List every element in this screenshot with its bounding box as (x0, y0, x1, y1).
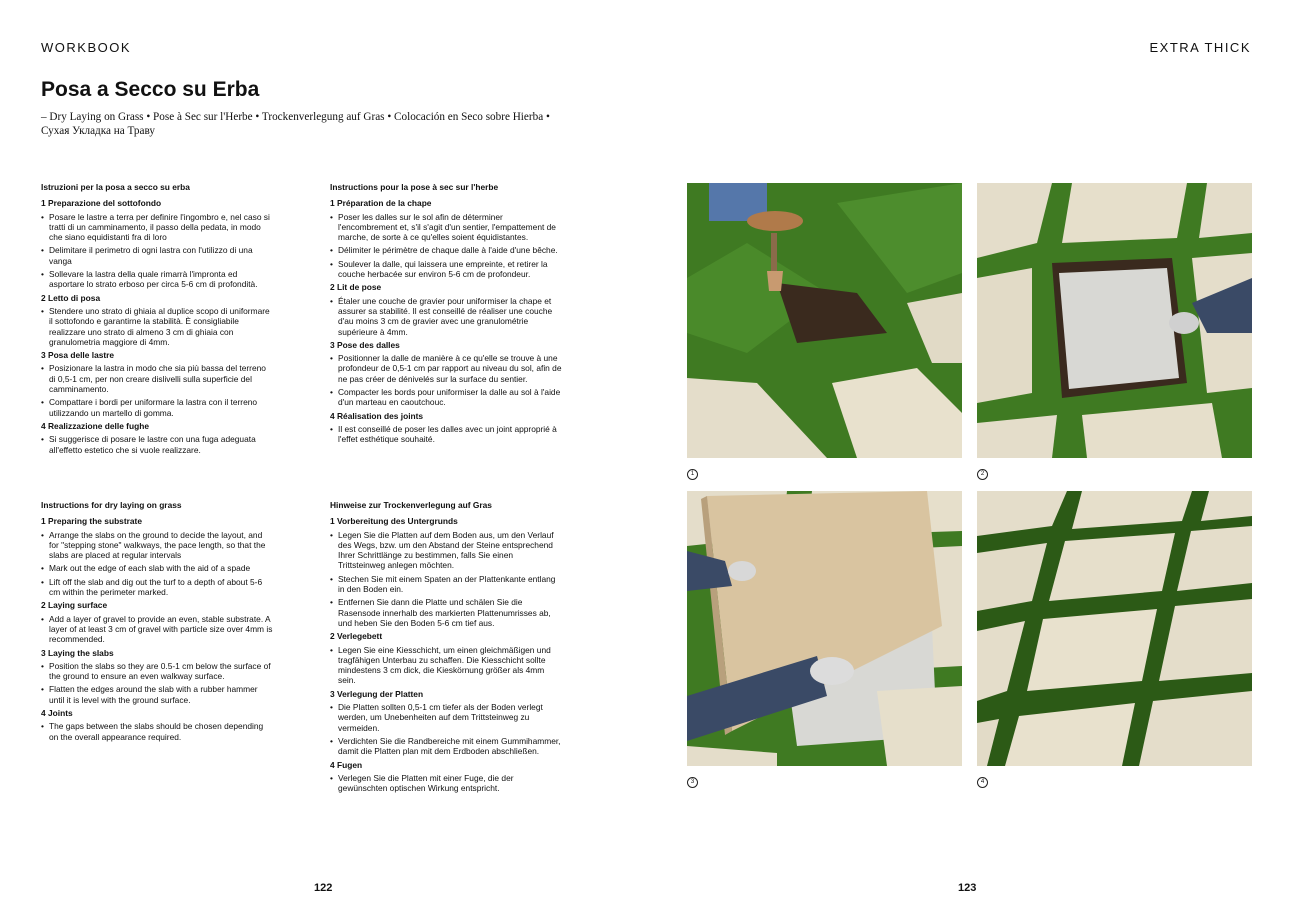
bullet: • Stendere uno strato di ghiaia al duplice scopo di uniformare il sottofondo e garantirne la stabilità. È consigliabile realizzare uno strato di almeno 3 cm di ghiaia con granulometria maggiore di 4mm. (41, 306, 273, 347)
bullet: • Lift off the slab and dig out the turf to a depth of about 5-6 cm within the perimeter marked. (41, 577, 273, 598)
section-de (330, 500, 562, 796)
photo-caption: 2 (977, 469, 988, 480)
photo-caption: 3 (687, 777, 698, 788)
bullet: • Étaler une couche de gravier pour uniformiser la chape et assurer sa stabilité. Il est conseillé de réaliser une couche d'au moins 3 cm de gravier avec une granulométrie supérieure à 4mm. (330, 296, 562, 337)
bullet: • Posare le lastre a terra per definire l'ingombro e, nel caso si tratti di un camminamento, il passo della pedata, in modo che siano equidistanti fra di loro (41, 212, 273, 243)
step-heading: 4 Realizzazione delle fughe (41, 420, 149, 431)
step-heading: 1 Preparazione del sottofondo (41, 198, 162, 209)
bullet: • Sollevare la lastra della quale rimarrà l'impronta ed asportare lo strato erboso per circa 5-6 cm di profondità. (41, 269, 273, 290)
photo-caption: 4 (977, 777, 988, 788)
header-workbook: WORKBOOK (41, 40, 132, 55)
bullet: • Mark out the edge of each slab with the aid of a spade (41, 563, 273, 573)
step-heading: 2 Verlegebett (330, 631, 383, 642)
bullet: • Il est conseillé de poser les dalles avec un joint approprié à l'effet esthétique souhaité. (330, 424, 562, 445)
step-heading: 3 Verlegung der Platten (330, 688, 424, 699)
page-title: Posa a Secco su Erba (41, 78, 260, 101)
bullet: • Verlegen Sie die Platten mit einer Fuge, die der gewünschten optischen Wirkung entspricht. (330, 773, 562, 794)
section-fr (330, 182, 562, 448)
step-heading: 4 Réalisation des joints (330, 410, 424, 421)
bullet: • Legen Sie eine Kiesschicht, um einen gleichmäßigen und tragfähigen Unterbau zu schaffen. Die Kiesschicht sollte mindestens 3 cm dick, die Kieskörnung größer als 4mm sein. (330, 645, 562, 686)
bullet: • Posizionare la lastra in modo che sia più bassa del terreno di 0,5-1 cm, per non creare dislivelli sulla superficie del camminamento. (41, 363, 273, 394)
step-heading: 4 Joints (41, 708, 73, 719)
section-title: Istruzioni per la posa a secco su erba (41, 182, 190, 192)
photo-caption: 1 (687, 469, 698, 480)
step-heading: 3 Posa delle lastre (41, 350, 115, 361)
page-number-right: 123 (958, 882, 977, 894)
step-heading: 2 Letto di posa (41, 292, 101, 303)
bullet: • Positionner la dalle de manière à ce qu'elle se trouve à une profondeur de 0,5-1 cm par rapport au niveau du sol, afin de ne pas créer de dénivelés sur la surface du sentier. (330, 353, 562, 384)
section-en (41, 500, 273, 745)
bullet: • Arrange the slabs on the ground to decide the layout, and for "stepping stone" walkways, the pace length, so that the slabs are placed at regular intervals (41, 530, 273, 561)
bullet: • Delimitare il perimetro di ogni lastra con l'utilizzo di una vanga (41, 245, 273, 266)
page-number-left: 122 (314, 882, 333, 894)
photo-step-2 (977, 183, 1252, 458)
bullet: • Entfernen Sie dann die Platte und schälen Sie die Rasensode innerhalb des markierten Plattenumrisses ab, und heben Sie den Boden 5-6 cm tief aus. (330, 597, 562, 628)
step-heading: 1 Preparing the substrate (41, 516, 142, 527)
section-title: Hinweise zur Trockenverlegung auf Gras (330, 500, 492, 510)
bullet: • Die Platten sollten 0,5-1 cm tiefer als der Boden verlegt werden, um Unebenheiten auf dem Trittsteinweg zu vermeiden. (330, 702, 562, 733)
bullet: • Poser les dalles sur le sol afin de déterminer l'encombrement et, s'il s'agit d'un sentier, l'empattement de marche, de sorte à ce qu'elles soient équidistantes. (330, 212, 562, 243)
bullet: • Compacter les bords pour uniformiser la dalle au sol à l'aide d'un marteau en caoutchouc. (330, 387, 562, 408)
step-heading: 1 Vorbereitung des Untergrunds (330, 516, 458, 527)
header-extra-thick: EXTRA THICK (1149, 40, 1251, 55)
photo-step-4 (977, 491, 1252, 766)
step-heading: 1 Préparation de la chape (330, 198, 432, 209)
section-title: Instructions pour la pose à sec sur l'herbe (330, 182, 499, 192)
bullet: • Add a layer of gravel to provide an even, stable substrate. A layer of at least 3 cm of gravel with particle size over 4mm is recommended. (41, 614, 273, 645)
photo-step-3 (687, 491, 962, 766)
bullet: • Délimiter le périmètre de chaque dalle à l'aide d'une bêche. (330, 245, 562, 255)
photo-step-1 (687, 183, 962, 458)
page-subtitle: – Dry Laying on Grass • Pose à Sec sur l'Herbe • Trockenverlegung auf Gras • Colocación en Seco sobre Hierba • Сухая Укладка на Траву (41, 111, 550, 137)
bullet: • Soulever la dalle, qui laissera une empreinte, et retirer la couche herbacée sur environ 5-6 cm de profondeur. (330, 259, 562, 280)
step-heading: 2 Laying surface (41, 600, 108, 611)
section-title: Instructions for dry laying on grass (41, 500, 182, 510)
bullet: • Compattare i bordi per uniformare la lastra con il terreno utilizzando un martello di gomma. (41, 397, 273, 418)
bullet: • Position the slabs so they are 0.5-1 cm below the surface of the ground to ensure an even walkway surface. (41, 661, 273, 682)
bullet: • Flatten the edges around the slab with a rubber hammer until it is level with the ground surface. (41, 684, 273, 705)
step-heading: 4 Fugen (330, 759, 363, 770)
bullet: • Stechen Sie mit einem Spaten an der Plattenkante entlang in den Boden ein. (330, 574, 562, 595)
step-heading: 3 Laying the slabs (41, 647, 114, 658)
bullet: • The gaps between the slabs should be chosen depending on the overall appearance required. (41, 721, 273, 742)
step-heading: 2 Lit de pose (330, 282, 382, 293)
section-it (41, 182, 273, 458)
bullet: • Legen Sie die Platten auf dem Boden aus, um den Verlauf des Wegs, bzw. um den Abstand der Steine entsprechend Ihrer Schrittlänge zu bestimmen, falls Sie einen Trittsteinweg anlegen möchten. (330, 530, 562, 571)
step-heading: 3 Pose des dalles (330, 339, 400, 350)
bullet: • Si suggerisce di posare le lastre con una fuga adeguata all'effetto estetico che si vuole realizzare. (41, 434, 273, 455)
bullet: • Verdichten Sie die Randbereiche mit einem Gummihammer, damit die Platten plan mit dem Erdboden abschließen. (330, 736, 562, 757)
